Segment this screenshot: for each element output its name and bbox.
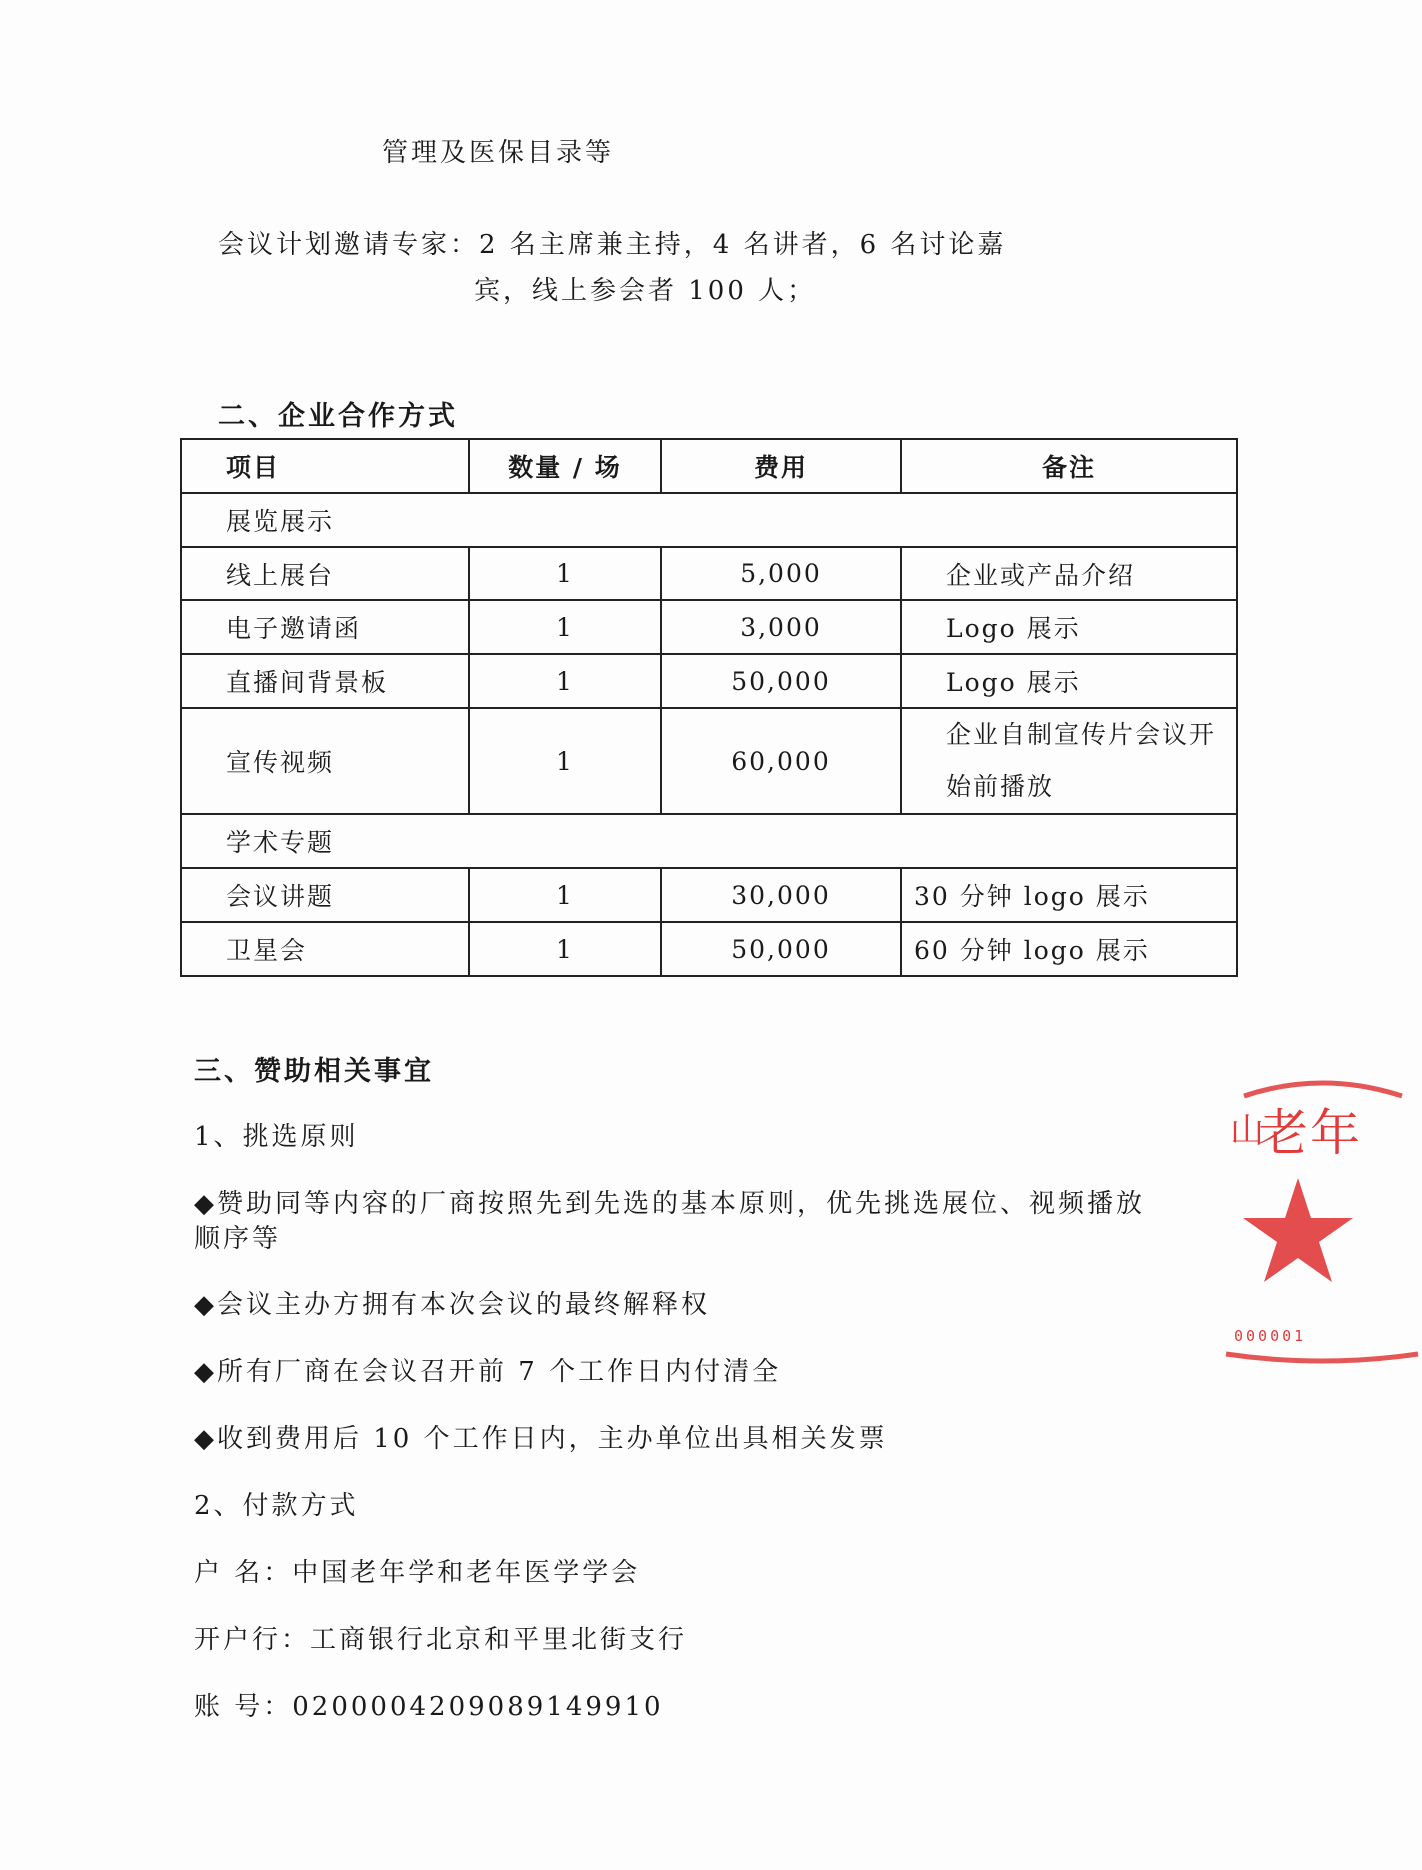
table-row: [181, 547, 1237, 600]
cell-note: 30 分钟 logo 展示: [901, 868, 1237, 922]
cell-note: 企业或产品介绍: [901, 547, 1237, 600]
account-number: 账 号：0200004209089149910: [194, 1692, 664, 1722]
cell-note: [901, 708, 1237, 814]
official-seal: [1222, 1078, 1422, 1366]
bullet-1-line-1: ◆赞助同等内容的厂商按照先到先选的基本原则，优先挑选展位、视频播放: [194, 1189, 1145, 1219]
cooperation-table: [180, 438, 1238, 977]
bullet-3: ◆所有厂商在会议召开前 7 个工作日内付清全: [194, 1357, 782, 1387]
header-note: 备注: [901, 439, 1237, 493]
cell-qty: 1: [469, 922, 661, 976]
cell-note: 60 分钟 logo 展示: [901, 922, 1237, 976]
cell-item: 线上展台: [181, 547, 469, 600]
table-row: [181, 922, 1237, 976]
cell-fee: 60,000: [661, 708, 901, 814]
account-name: 户 名：中国老年学和老年医学学会: [194, 1558, 641, 1588]
cell-item: 电子邀请函: [181, 600, 469, 654]
cell-note: Logo 展示: [901, 600, 1237, 654]
bullet-4: ◆收到费用后 10 个工作日内，主办单位出具相关发票: [194, 1424, 888, 1454]
group-academic: 学术专题: [181, 814, 1237, 868]
bullet-2: ◆会议主办方拥有本次会议的最终解释权: [194, 1290, 710, 1320]
group-row: [181, 493, 1237, 547]
subsection-payment-method: 2、付款方式: [194, 1491, 359, 1521]
section-2-title: 二、企业合作方式: [218, 401, 458, 432]
table-row: [181, 654, 1237, 708]
cell-item: 卫星会: [181, 922, 469, 976]
cell-qty: 1: [469, 654, 661, 708]
seal-star: [1243, 1178, 1353, 1282]
header-item: 项目: [181, 439, 469, 493]
cell-fee: 50,000: [661, 922, 901, 976]
seal-fragment: 山: [1230, 1111, 1264, 1151]
experts-line-2: 宾，线上参会者 100 人；: [474, 276, 817, 306]
table-row: [181, 708, 1237, 814]
header-qty: 数量 / 场: [469, 439, 661, 493]
cell-fee: 30,000: [661, 868, 901, 922]
seal-text: 老年: [1258, 1104, 1362, 1162]
table-row: [181, 600, 1237, 654]
subsection-selection-principle: 1、挑选原则: [194, 1122, 359, 1152]
cell-item: 会议讲题: [181, 868, 469, 922]
group-row: [181, 814, 1237, 868]
cell-qty: 1: [469, 547, 661, 600]
cell-qty: 1: [469, 600, 661, 654]
cell-note-line-2: 始前播放: [946, 772, 1055, 801]
cell-item: 直播间背景板: [181, 654, 469, 708]
seal-number: 000001: [1234, 1327, 1307, 1345]
cell-item: 宣传视频: [181, 708, 469, 814]
cell-note-line-1: 企业自制宣传片会议开: [946, 720, 1217, 749]
cell-qty: 1: [469, 708, 661, 814]
section-3-title: 三、赞助相关事宜: [194, 1056, 434, 1087]
cell-fee: 3,000: [661, 600, 901, 654]
table-row: [181, 868, 1237, 922]
bank-name: 开户行：工商银行北京和平里北街支行: [194, 1625, 688, 1655]
table-header-row: [181, 439, 1237, 493]
bullet-1-line-2: 顺序等: [194, 1224, 282, 1254]
cell-qty: 1: [469, 868, 661, 922]
intro-line-top: 管理及医保目录等: [382, 138, 615, 168]
experts-line-1: 会议计划邀请专家：2 名主席兼主持，4 名讲者，6 名讨论嘉: [218, 230, 1007, 260]
cell-note: Logo 展示: [901, 654, 1237, 708]
group-exhibition: 展览展示: [181, 493, 1237, 547]
header-fee: 费用: [661, 439, 901, 493]
cell-fee: 5,000: [661, 547, 901, 600]
cell-fee: 50,000: [661, 654, 901, 708]
